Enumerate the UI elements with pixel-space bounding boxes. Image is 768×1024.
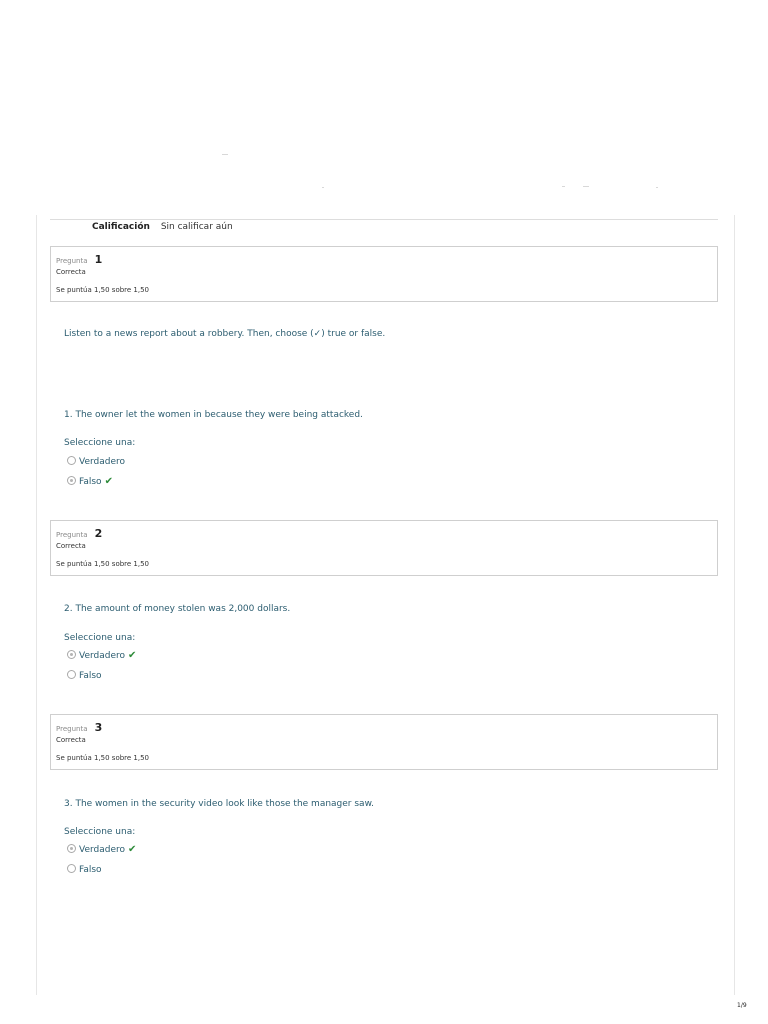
question-grade: Se puntúa 1,50 sobre 1,50 (56, 286, 150, 294)
grade-value: Sin calificar aún (160, 222, 233, 232)
question-word: Pregunta (56, 531, 88, 539)
option-falso-2[interactable] (67, 670, 102, 682)
radio-button[interactable] (67, 864, 76, 873)
radio-button-checked[interactable] (67, 650, 76, 659)
question-info-2 (50, 520, 718, 576)
question-number-value: 1 (94, 253, 103, 266)
question-state: Correcta (56, 268, 86, 276)
option-label: Falso (79, 671, 102, 681)
answer-prompt-1: Seleccione una: (64, 438, 136, 448)
option-label: Verdadero (79, 845, 126, 855)
question-text-1: 1. The owner let the women in because they were being attacked. (64, 410, 363, 420)
correct-check-icon: ✔ (104, 476, 113, 487)
grade-summary (92, 221, 233, 233)
question-number (56, 718, 102, 737)
question-text-3: 3. The women in the security video look like those the manager saw. (64, 799, 374, 809)
page-number: 1/9 (737, 1002, 747, 1009)
question-state: Correcta (56, 736, 86, 744)
option-label: Falso (79, 865, 102, 875)
option-falso-3[interactable] (67, 864, 102, 876)
radio-button[interactable] (67, 456, 76, 465)
answer-prompt-2: Seleccione una: (64, 633, 136, 643)
grade-label: Calificación (92, 222, 150, 232)
correct-check-icon: ✔ (128, 650, 137, 661)
option-label: Falso (79, 477, 102, 487)
option-verdadero-2[interactable] (67, 650, 136, 662)
question-number (56, 524, 102, 543)
question-info-1 (50, 246, 718, 302)
option-label: Verdadero (79, 651, 126, 661)
radio-button-checked[interactable] (67, 476, 76, 485)
question-info-3 (50, 714, 718, 770)
question-number-value: 3 (94, 721, 103, 734)
question-text-2: 2. The amount of money stolen was 2,000 dollars. (64, 604, 291, 614)
option-label: Verdadero (79, 457, 126, 467)
header-divider (50, 219, 718, 220)
question-grade: Se puntúa 1,50 sobre 1,50 (56, 560, 150, 568)
option-verdadero-3[interactable] (67, 844, 136, 856)
radio-button[interactable] (67, 670, 76, 679)
question-word: Pregunta (56, 257, 88, 265)
question-intro: Listen to a news report about a robbery. Then, choose (✓) true or false. (64, 329, 386, 339)
question-number-value: 2 (94, 527, 103, 540)
radio-button-checked[interactable] (67, 844, 76, 853)
question-number (56, 250, 102, 269)
question-state: Correcta (56, 542, 86, 550)
option-falso-1[interactable] (67, 476, 113, 488)
answer-prompt-3: Seleccione una: (64, 827, 136, 837)
question-word: Pregunta (56, 725, 88, 733)
correct-check-icon: ✔ (128, 844, 137, 855)
question-grade: Se puntúa 1,50 sobre 1,50 (56, 754, 150, 762)
option-verdadero-1[interactable] (67, 456, 125, 468)
